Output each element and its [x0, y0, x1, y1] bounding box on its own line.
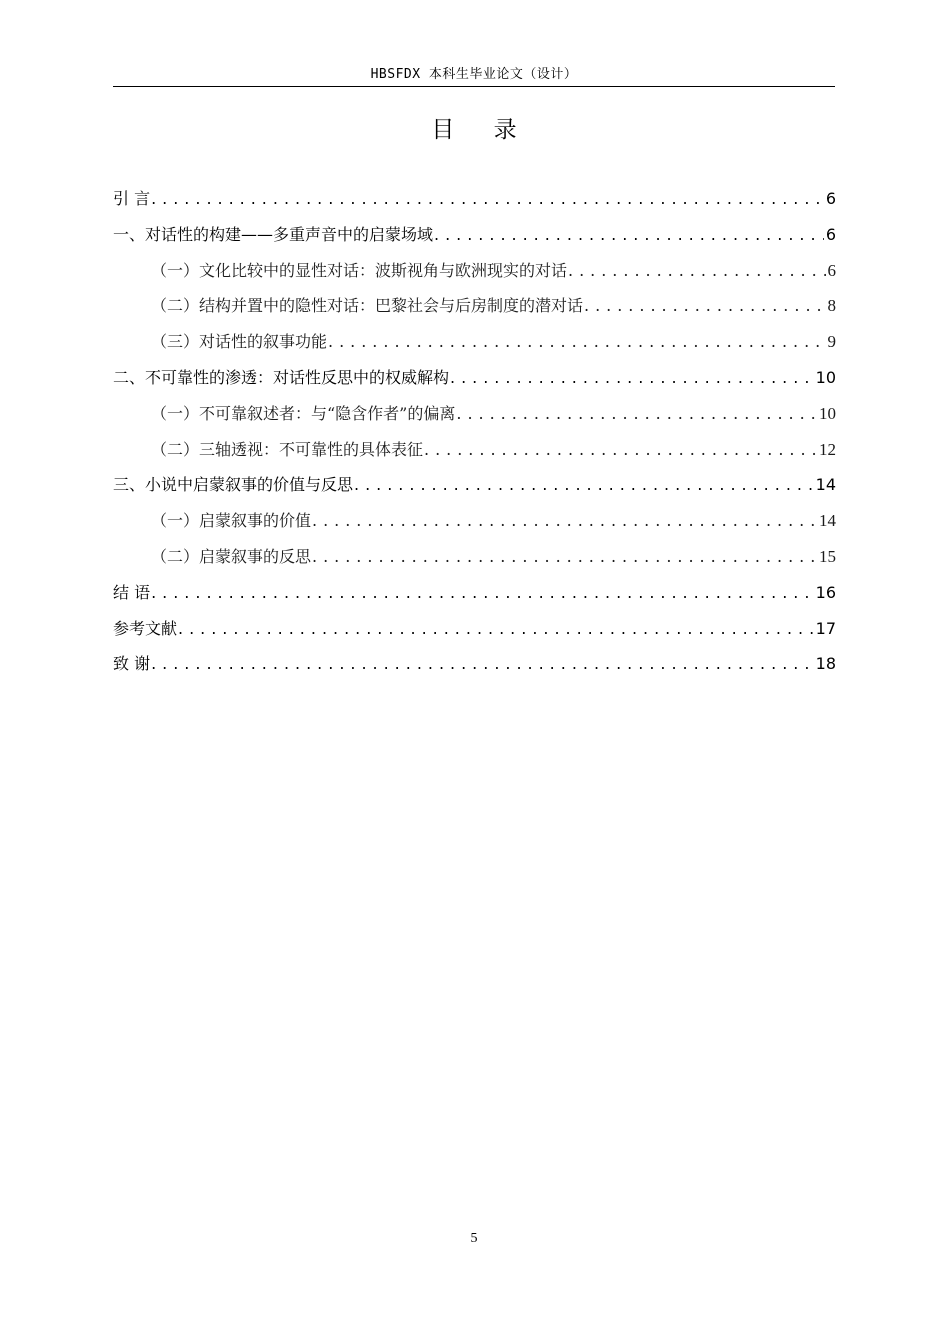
toc-dot-leader — [151, 583, 814, 603]
toc-entry-page: 6 — [825, 224, 836, 244]
toc-subentry[interactable] — [113, 296, 836, 332]
toc-entry-label: 三、小说中启蒙叙事的价值与反思 — [113, 475, 354, 495]
toc-entry[interactable] — [113, 225, 836, 261]
toc-dot-leader — [456, 404, 817, 424]
toc-entry-page: 9 — [827, 332, 836, 352]
toc-entry-label: （三）对话性的叙事功能 — [151, 332, 328, 352]
toc-dot-leader — [424, 440, 817, 460]
toc-dot-leader — [434, 225, 824, 245]
toc-subentry[interactable] — [113, 547, 836, 583]
toc-subentry[interactable] — [113, 404, 836, 440]
toc-entry-label: 参考文献 — [113, 618, 178, 638]
toc-entry[interactable] — [113, 368, 836, 404]
toc-dot-leader — [354, 475, 814, 495]
toc-subentry[interactable] — [113, 511, 836, 547]
toc-entry-label: 一、对话性的构建——多重声音中的启蒙场域 — [113, 224, 434, 244]
toc-dot-leader — [312, 511, 817, 531]
toc-dot-leader — [312, 547, 817, 567]
toc-entry-page: 18 — [815, 654, 836, 674]
table-of-contents — [113, 189, 836, 690]
toc-title: 目 录 — [431, 117, 533, 143]
toc-entry-page: 10 — [819, 403, 836, 423]
toc-entry-page: 15 — [819, 546, 836, 566]
toc-dot-leader — [178, 619, 814, 639]
toc-entry[interactable] — [113, 654, 836, 690]
toc-entry[interactable] — [113, 189, 836, 225]
toc-entry[interactable] — [113, 619, 836, 655]
toc-entry-page: 16 — [815, 582, 836, 602]
toc-subentry[interactable] — [113, 261, 836, 297]
toc-dot-leader — [450, 368, 814, 388]
toc-entry-label: （一）不可靠叙述者：与“隐含作者”的偏离 — [151, 403, 456, 423]
toc-subentry[interactable] — [113, 440, 836, 476]
page-header: HBSFDX 本科生毕业论文（设计） — [370, 67, 578, 82]
toc-entry-page: 14 — [819, 511, 836, 531]
toc-entry-label: （二）结构并置中的隐性对话：巴黎社会与后房制度的潜对话 — [151, 296, 584, 316]
toc-entry-label: （二）启蒙叙事的反思 — [151, 546, 312, 566]
toc-entry-page: 14 — [815, 475, 836, 495]
toc-entry-page: 17 — [815, 618, 836, 638]
toc-entry-page: 10 — [815, 367, 836, 387]
toc-entry-label: 引 言 — [113, 189, 151, 208]
toc-entry-page: 6 — [825, 189, 836, 208]
header-rule — [113, 86, 835, 87]
toc-entry-page: 12 — [819, 439, 836, 459]
toc-dot-leader — [328, 332, 825, 352]
toc-entry-label: 结 语 — [113, 582, 151, 602]
toc-dot-leader — [568, 261, 825, 281]
toc-entry-label: （一）文化比较中的显性对话：波斯视角与欧洲现实的对话 — [151, 260, 568, 280]
page-number: 5 — [470, 1231, 478, 1246]
toc-entry-label: 二、不可靠性的渗透：对话性反思中的权威解构 — [113, 367, 450, 387]
toc-entry-page: 8 — [827, 296, 836, 316]
toc-dot-leader — [151, 189, 824, 209]
toc-entry-page: 6 — [827, 260, 836, 280]
toc-subentry[interactable] — [113, 332, 836, 368]
toc-entry-label: （一）启蒙叙事的价值 — [151, 511, 312, 531]
toc-entry-label: （二）三轴透视：不可靠性的具体表征 — [151, 439, 424, 459]
toc-entry-label: 致 谢 — [113, 654, 151, 674]
toc-dot-leader — [584, 296, 825, 316]
toc-entry[interactable] — [113, 583, 836, 619]
toc-dot-leader — [151, 654, 814, 674]
toc-entry[interactable] — [113, 475, 836, 511]
